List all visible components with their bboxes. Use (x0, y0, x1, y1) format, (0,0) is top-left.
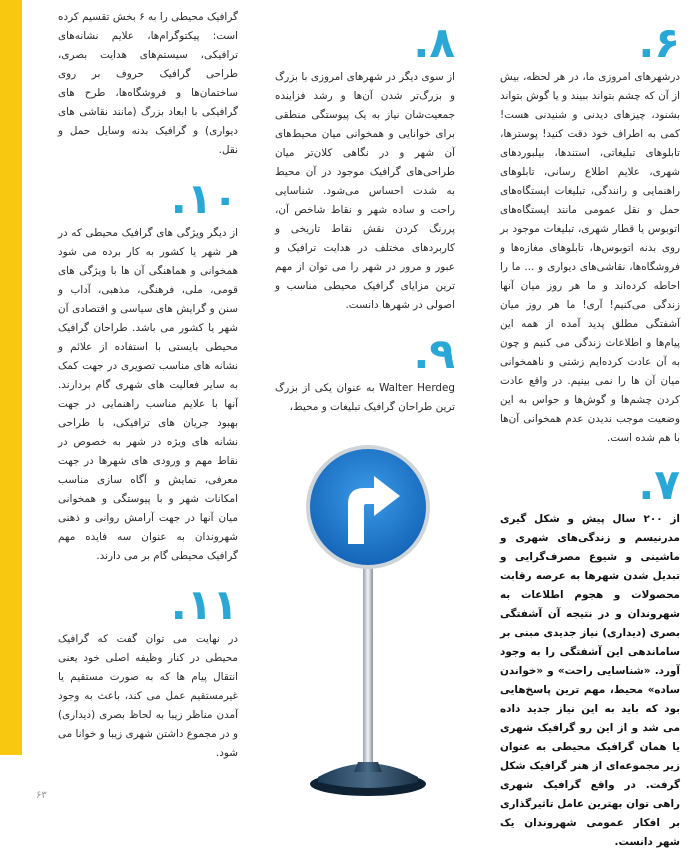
section-11-text: در نهایت می توان گفت که گرافیک محیطی در کنار وظیفه اصلی خود یعنی انتقال پیام ها که به صورت مستقیم یا غیرمستقیم عمل می کند، باعث به وجود آمدن مناظر زیبا به لحاظ بصری (دیداری) و در مجموع داشتن شهری زیبا و خوانا می شود. (58, 633, 238, 759)
section-7-text: از ۲۰۰ سال پیش و شکل گیری مدرنیسم و زندگی‌های شهری و ماشینی و شیوع مصرف‌گرایی و تبدیل شدن شهرها به عرصه رقابت محصولات و هجوم اطلاعات به شهروندان و در نتیجه آن آشفتگی بصری (دیداری) نیاز جدیدی مبنی بر ساماندهی این آشفتگی را به وجود آورد. «شناسایی راحت» و «خواندن ساده» محیط، مهم ترین پاسخ‌هایی بود که باید به این نیاز جدید داده می شد و از این رو گرافیک شهری یا همان گرافیک محیطی به عنوان زیر مجموعه‌ای از هنر گرافیک شکل گرفت. در واقع گرافیک شهری راهی توان بهترین عامل تاثیرگذاری بر افکار عمومی شهروندان یک شهر دانست. (500, 513, 680, 848)
section-11-number: .۱۱ (170, 580, 238, 629)
section-6-number: .۶ (638, 18, 680, 67)
left-column (58, 8, 238, 763)
section-6-text: درشهرهای امروزی ما، در هر لحظه، بیش از آن که چشم بتواند ببیند و یا گوش بتواند بشنود، چیزهای دیدنی و شنیدنی هست! کمی به اطراف خود دقت کنید! پوسترها، تابلوهای تبلیغاتی، استندها، بیلبوردهای شهری، علایم اطلاع رسانی، تابلوهای راهنمایی و رانندگی، تبلیغات ایستگاه‌های حمل و نقل عمومی مانند ایستگاه‌های اتوبوس یا قطار شهری، تبلیغات موجود بر روی بدنه اتوبوس‌ها، تابلوهای مغازه‌ها و فروشگاه‌ها، نقاشی‌های دیواری و ... ما را احاطه کرده‌اند و ما هر روز میان آنها زندگی می‌کنیم! آری! ما هر روز میان آشفتگی مطلق پدید آمده از همه این پیام‌ها و اطلاعات زندگی می کنیم و چون به آن عادت کرده‌ایم زشتی و ناهمخوانی میان آن ها را نمی بینیم. در واقع عادت کردن چشم‌ها و گوش‌ها و حواس به این وضعیت موجب ندیدن عدم همخوانی آن‌ها با هم شده است. (500, 71, 680, 444)
section-8-number: .۸ (413, 18, 455, 67)
section-10-text: از دیگر ویژگی های گرافیک محیطی که در هر شهر یا کشور به کار برده می شود همخوانی و هماهنگی آن ها با ویژگی های قومی، ملی، فرهنگی، مذهبی، آداب و سنن و گرایش های سیاسی و اقتصادی آن شهر یا کشور می باشد. طراحان گرافیک محیطی بایستی با استفاده از علائم و نشانه های مناسب تصویری در جهت کمک به سایر فعالیت های شهری گام بردارند. آنها با علایم مناسب راهنمایی در جهت بهبود جریان های ترافیکی، با طراحی نشانه های ویژه در شهر به خصوص در نقاط مهم و ورودی های شهرها در جهت معرفی، نمایش و آگاه سازی مناسب امکانات شهر و با پیوستگی و همخوانی میان آنها در جهت آرامش روانی و ذهنی شهروندان به عنوان سه فایده مهم گرافیک محیطی گام بر می دارند. (58, 227, 238, 562)
section-9-number: .۹ (413, 329, 455, 378)
traffic-sign-image (278, 432, 458, 802)
sidebar-accent-bar (0, 0, 22, 755)
section-8-text: از سوی دیگر در شهرهای امروزی با بزرگ و بزرگ‌تر شدن آن‌ها و رشد فزاینده جمعیت‌شان نیاز به یک پیوستگی منطقی برای خوانایی و همخوانی میان محیط‌های آن شهر و در نگاهی کلان‌تر میان طراحی‌های گرافیک موجود در آن محیط به شدت احساس می‌شود. شناسایی راحت و ساده شهر و نقاط شاخص آن، پررنگ کردن نقش نقاط تاریخی و کاربردهای مختلف در هدایت ترافیک و عبور و مرور در شهر را می توان از مهم ترین مزایای گرافیک محیطی مناسب و اصولی در شهرها دانست. (275, 71, 455, 311)
section-9-text: Walter Herdeg به عنوان یکی از بزرگ ترین طراحان گرافیک تبلیغات و محیط، (275, 382, 455, 413)
section-7-number: .۷ (638, 460, 680, 509)
right-column (500, 20, 680, 852)
author-name: Walter Herdeg (379, 382, 455, 394)
section-10-number: .۱۰ (170, 174, 238, 223)
section-9-continued-text: گرافیک محیطی را به ۶ بخش تقسیم کرده است: پیکتوگرام‌ها، علایم نشانه‌های ترافیکی، سیستم‌های هدایت بصری، طراحی گرافیک حروف بر روی ساختمان‌ها و فروشگاه‌ها، طرح های گرافیکی با ابعاد بزرگ (مانند نقاشی های دیواری) و گرافیک بدنه وسایل حمل و نقل. (58, 11, 239, 156)
page-number: ۶۳ (36, 790, 47, 801)
right-turn-sign-icon (278, 432, 458, 802)
middle-column (275, 20, 455, 417)
